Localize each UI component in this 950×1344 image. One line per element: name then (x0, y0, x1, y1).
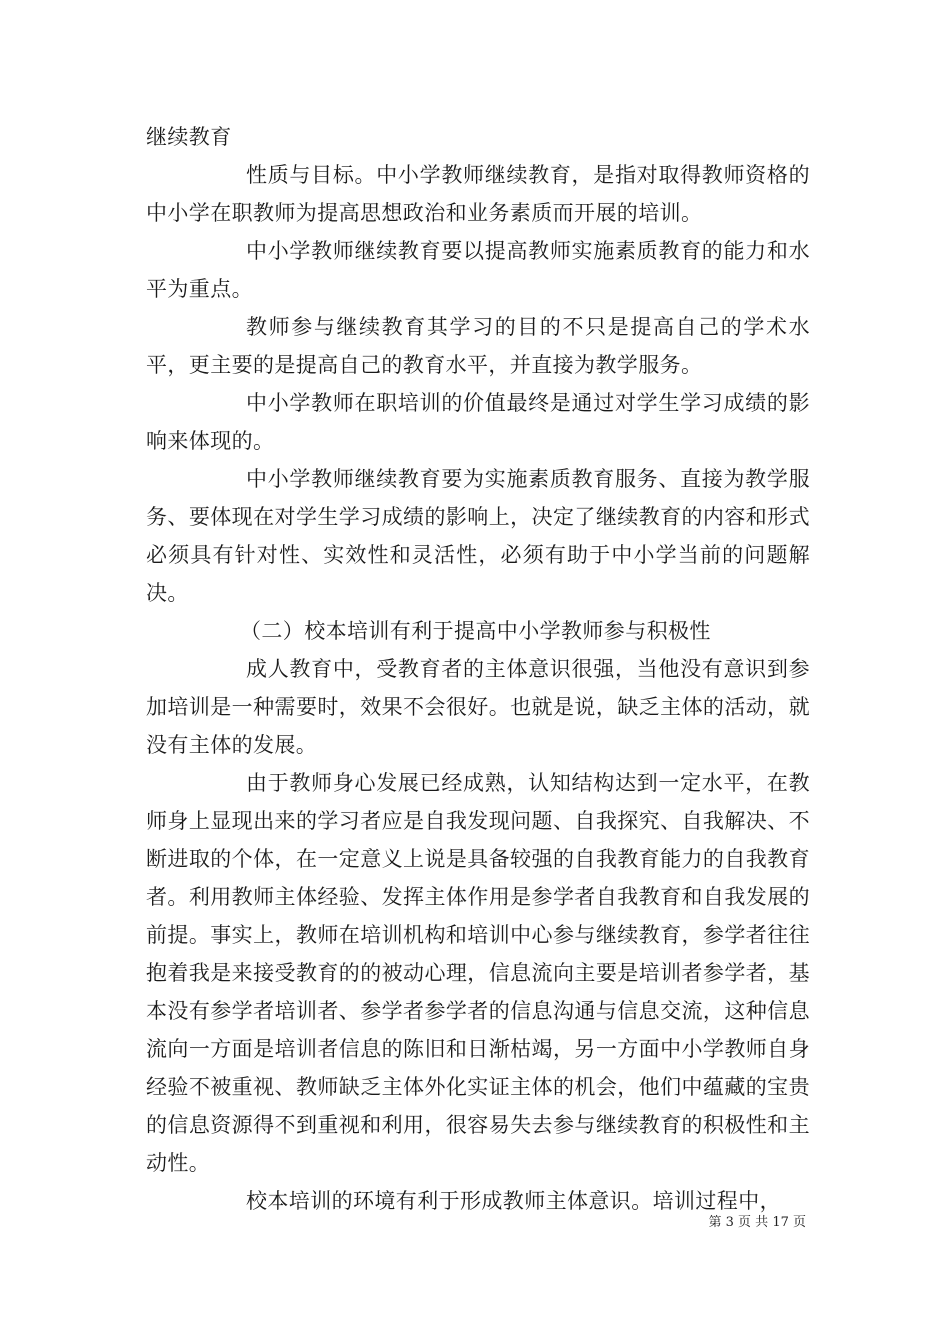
paragraph: 由于教师身心发展已经成熟，认知结构达到一定水平，在教师身上显现出来的学习者应是自我发现问题、自我探究、自我解决、不断进取的个体，在一定意义上说是具备较强的自我教育能力的自我教育者。利用教师主体经验、发挥主体作用是参学者自我教育和自我发展的前提。事实上，教师在培训机构和培训中心参与继续教育，参学者往往抱着我是来接受教育的的被动心理，信息流向主要是培训者参学者，基本没有参学者培训者、参学者参学者的信息沟通与信息交流，这种信息流向一方面是培训者信息的陈旧和日渐枯竭，另一方面中小学教师自身经验不被重视、教师缺乏主体外化实证主体的机会，他们中蕴藏的宝贵的信息资源得不到重视和利用，很容易失去参与继续教育的积极性和主动性。 (146, 771, 810, 1175)
paragraph: 中小学教师继续教育要以提高教师实施素质教育的能力和水平为重点。 (146, 239, 810, 301)
paragraph: 中小学教师在职培训的价值最终是通过对学生学习成绩的影响来体现的。 (146, 391, 810, 453)
paragraph: 成人教育中，受教育者的主体意识很强，当他没有意识到参加培训是一种需要时，效果不会很好。也就是说，缺乏主体的活动，就没有主体的发展。 (146, 657, 810, 757)
paragraph: 性质与目标。中小学教师继续教育，是指对取得教师资格的中小学在职教师为提高思想政治和业务素质而开展的培训。 (146, 163, 810, 225)
paragraph: 中小学教师继续教育要为实施素质教育服务、直接为教学服务、要体现在对学生学习成绩的影响上，决定了继续教育的内容和形式必须具有针对性、实效性和灵活性，必须有助于中小学当前的问题解决。 (146, 467, 810, 605)
paragraph: 校本培训的环境有利于形成教师主体意识。培训过程中， (246, 1189, 781, 1213)
subheading: （二）校本培训有利于提高中小学教师参与积极性 (240, 619, 711, 643)
section-title: 继续教育 (146, 125, 232, 149)
document-body (146, 118, 810, 1220)
paragraph: 教师参与继续教育其学习的目的不只是提高自己的学术水平，更主要的是提高自己的教育水平，并直接为教学服务。 (146, 315, 810, 377)
page-number-footer: 第 3 页 共 17 页 (708, 1215, 806, 1230)
